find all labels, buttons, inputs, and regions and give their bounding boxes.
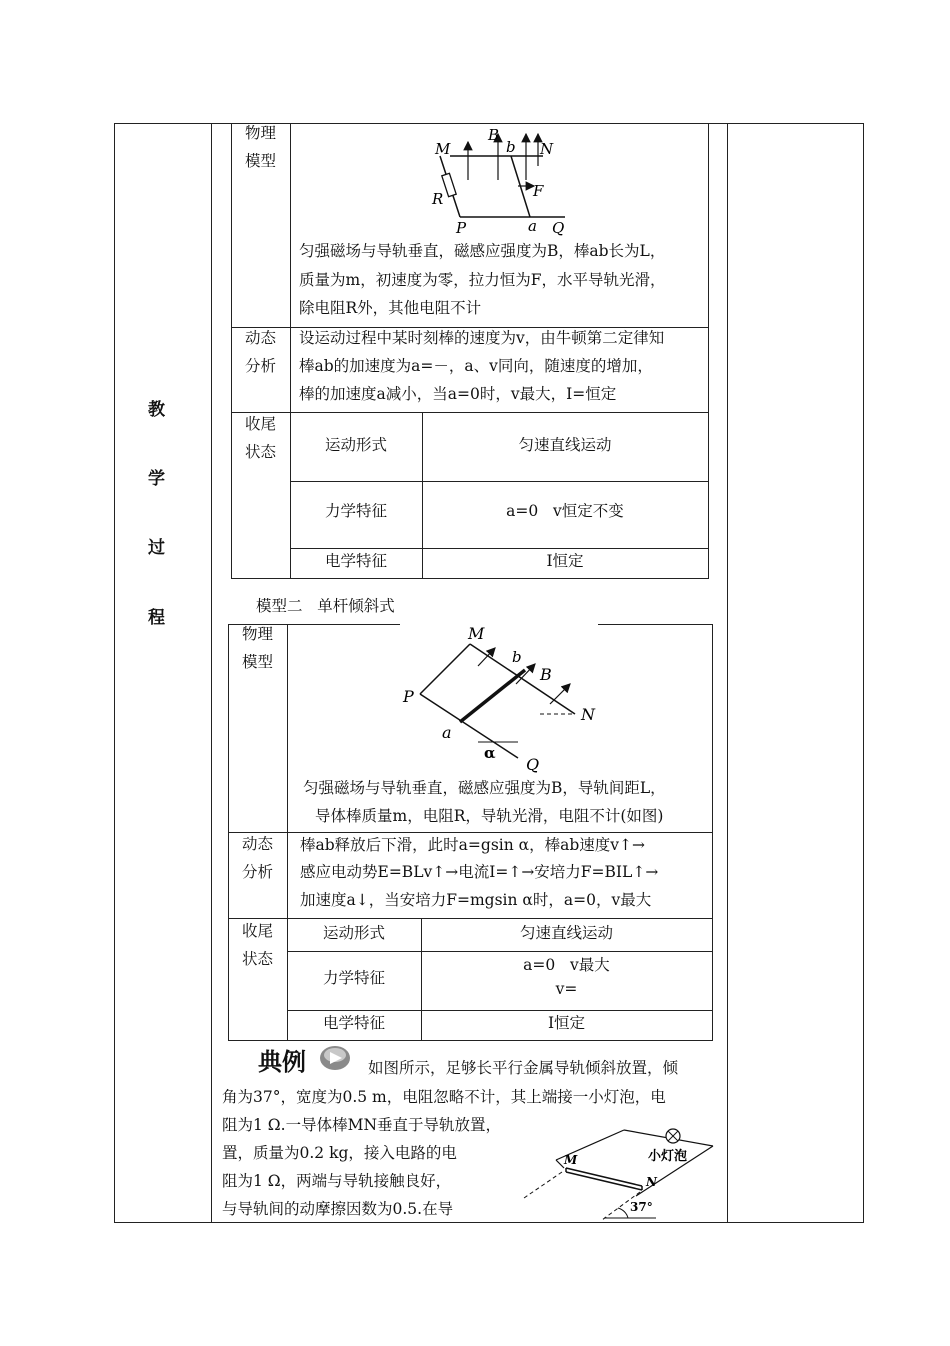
fig3-label-N: N xyxy=(646,1175,657,1189)
fig2-label-N: N xyxy=(581,705,595,724)
side-char-2: 学 xyxy=(148,469,165,489)
model2-row1-label: 物理 模型 xyxy=(241,625,273,671)
model2-final-value-2: a=0 v最大 xyxy=(523,956,610,974)
model1-row1-label: 物理 模型 xyxy=(244,124,276,170)
model1-figure xyxy=(420,124,580,236)
model2-final-name-2: 力学特征 xyxy=(322,969,385,987)
fig1-label-R: R xyxy=(432,190,444,208)
side-char-1: 教 xyxy=(148,400,165,420)
fig1-label-M: M xyxy=(435,140,451,158)
example-line-2: 角为37°，宽度为0.5 m，电阻忽略不计，其上端接一小灯泡，电 xyxy=(222,1088,666,1106)
fig2-label-M: M xyxy=(468,624,485,643)
model1-final-value-2: a=0 v恒定不变 xyxy=(506,502,624,520)
side-char-3: 过 xyxy=(148,538,165,558)
model2-heading: 模型二 单杆倾斜式 xyxy=(256,597,395,615)
model2-final-value-2b: v= xyxy=(555,980,578,998)
fig1-label-B: B xyxy=(488,126,500,144)
model2-row2-label: 动态 分析 xyxy=(241,835,273,881)
model1-row2-label: 动态 分析 xyxy=(244,329,276,375)
fig2-label-B: B xyxy=(540,665,552,684)
model2-final-value-1: 匀速直线运动 xyxy=(519,924,613,942)
model2-final-name-3: 电学特征 xyxy=(322,1014,385,1032)
fig2-label-Q: Q xyxy=(526,755,540,774)
example-line-4: 置，质量为0.2 kg，接入电路的电 xyxy=(222,1144,457,1162)
fig2-label-P: P xyxy=(403,687,414,706)
fig1-label-N: N xyxy=(540,140,554,158)
fig1-label-F: F xyxy=(533,182,544,200)
fig1-label-b: b xyxy=(506,138,516,156)
model2-final-name-1: 运动形式 xyxy=(322,924,385,942)
model1-final-value-1: 匀速直线运动 xyxy=(518,436,612,454)
fig2-label-a: a xyxy=(442,723,452,742)
model2-row3-label: 收尾 状态 xyxy=(241,922,273,968)
fig3-label-M: M xyxy=(564,1153,578,1167)
fig3-label-angle: 37° xyxy=(630,1200,653,1214)
model1-final-value-3: I恒定 xyxy=(546,552,584,570)
example-line-6: 与导轨间的动摩擦因数为0.5.在导 xyxy=(222,1200,454,1218)
model1-final-name-3: 电学特征 xyxy=(324,552,387,570)
example-line-5: 阻为1 Ω，两端与导轨接触良好， xyxy=(222,1172,452,1190)
fig1-label-P: P xyxy=(456,219,467,236)
example-line-1: 如图所示，足够长平行金属导轨倾斜放置，倾 xyxy=(368,1059,679,1077)
fig1-label-a: a xyxy=(528,217,537,235)
fig1-label-Q: Q xyxy=(552,219,565,236)
fig2-label-alpha: α xyxy=(484,744,496,762)
model1-final-name-1: 运动形式 xyxy=(324,436,387,454)
example-figure xyxy=(516,1124,722,1222)
model1-final-name-2: 力学特征 xyxy=(324,502,387,520)
example-title: 典例 xyxy=(258,1048,306,1076)
model2-final-value-3: I恒定 xyxy=(547,1014,586,1032)
fig2-label-b: b xyxy=(512,648,522,666)
side-char-4: 程 xyxy=(148,608,165,628)
model1-row3-label: 收尾 状态 xyxy=(244,415,276,461)
play-arrow-icon xyxy=(318,1044,352,1072)
model2-figure xyxy=(398,622,608,774)
example-line-3: 阻为1 Ω.一导体棒MN垂直于导轨放置， xyxy=(222,1116,502,1134)
fig3-label-bulb: 小灯泡 xyxy=(648,1149,688,1164)
